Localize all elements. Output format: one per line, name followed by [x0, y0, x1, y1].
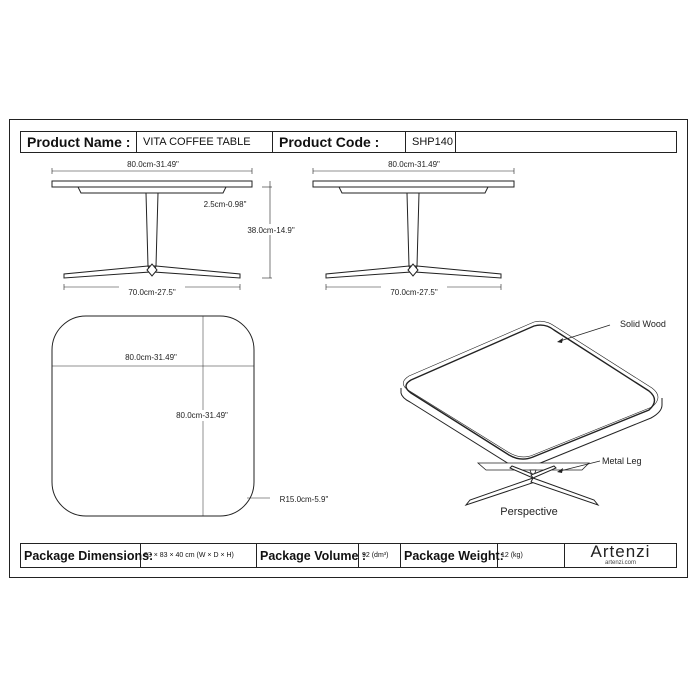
- side-view-drawing: [313, 168, 514, 290]
- brand-logo: [565, 544, 676, 567]
- brand-website: artenzi.com: [604, 560, 636, 566]
- side-base-dimension: 70.0cm-27.5": [390, 288, 438, 297]
- package-dimensions-label: Package Dimensions:: [21, 544, 141, 567]
- top-view-drawing: [52, 316, 270, 516]
- package-weight-label: Package Weight:: [401, 544, 498, 567]
- front-base-dimension: 70.0cm-27.5": [128, 288, 176, 297]
- product-code-value: SHP140: [406, 132, 456, 152]
- footer-bar: [20, 543, 677, 568]
- solid-wood-callout: Solid Wood: [620, 319, 666, 329]
- brand-name: Artenzi: [590, 542, 651, 561]
- top-thickness-dimension: 2.5cm-0.98": [203, 200, 247, 209]
- top-depth-dimension: 80.0cm-31.49": [176, 411, 228, 420]
- package-volume-value: 92 (dm³): [359, 544, 401, 567]
- product-code-label: Product Code :: [273, 132, 406, 152]
- corner-radius-dimension: R15.0cm-5.9": [279, 495, 329, 504]
- front-view-drawing: [52, 168, 272, 290]
- height-dimension: 38.0cm-14.9": [247, 226, 295, 235]
- package-dimensions-value: 83 × 83 × 40 cm (W × D × H): [141, 544, 257, 567]
- side-width-dimension: 80.0cm-31.49": [388, 160, 440, 169]
- package-weight-value: 12 (kg): [498, 544, 565, 567]
- package-volume-label: Package Volume :: [257, 544, 359, 567]
- metal-leg-callout: Metal Leg: [602, 456, 642, 466]
- top-width-dimension: 80.0cm-31.49": [125, 353, 177, 362]
- product-name-value: VITA COFFEE TABLE: [137, 132, 273, 152]
- perspective-caption: Perspective: [500, 506, 558, 518]
- front-width-dimension: 80.0cm-31.49": [127, 160, 179, 169]
- product-name-label: Product Name :: [21, 132, 137, 152]
- perspective-drawing: [401, 321, 662, 505]
